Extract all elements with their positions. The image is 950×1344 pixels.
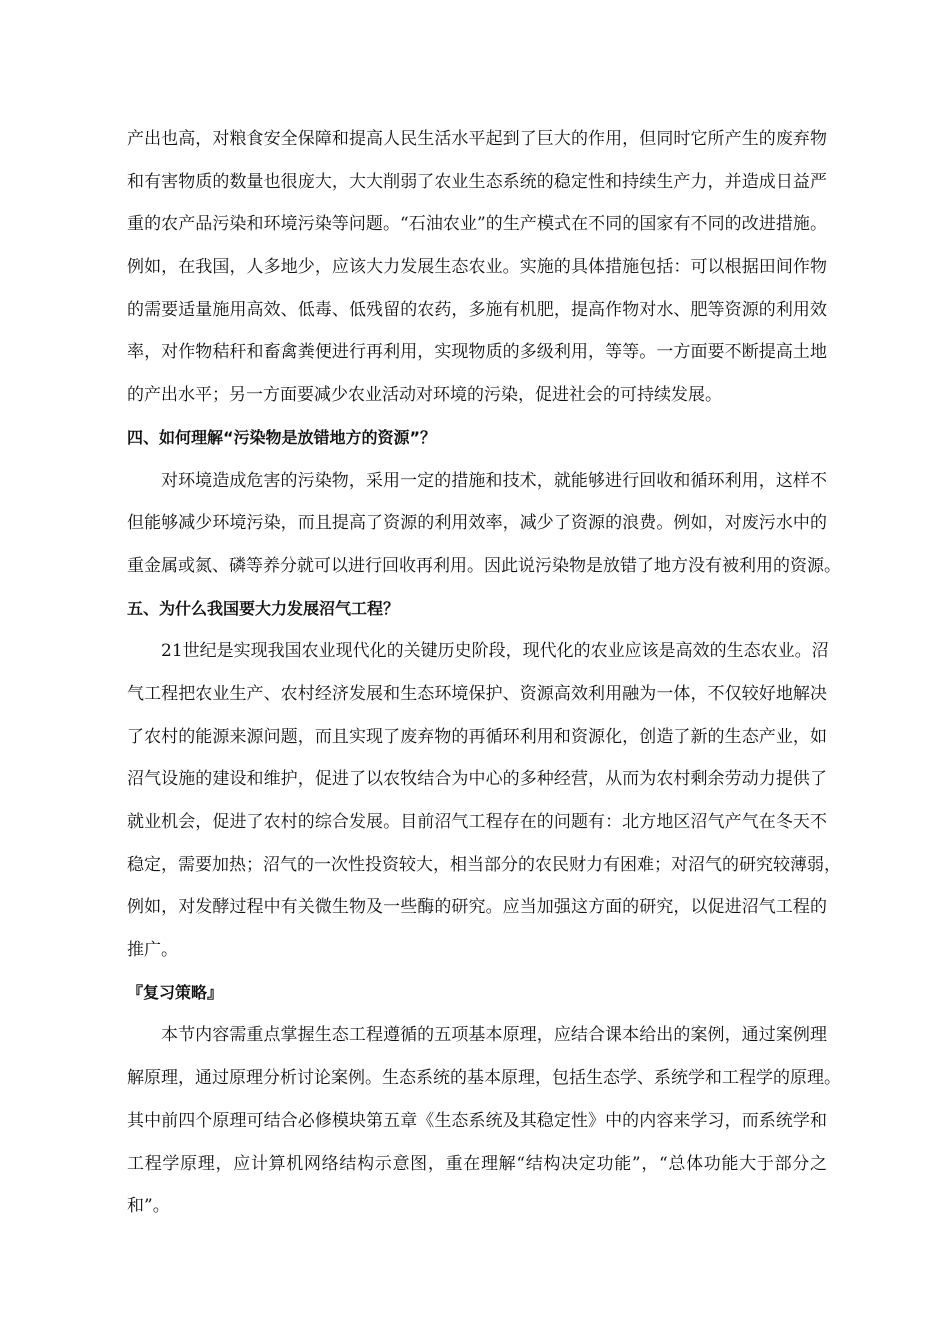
- text-line: 产出也高，对粮食安全保障和提高人民生活水平起到了巨大的作用，但同时它所产生的废弃物: [127, 129, 827, 149]
- text-line: 就业机会，促进了农村的综合发展。目前沼气工程存在的问题有：北方地区沼气产气在冬天不: [127, 812, 827, 832]
- text-line: 和有害物质的数量也很庞大，大大削弱了农业生态系统的稳定性和持续生产力，并造成日益严: [127, 171, 827, 192]
- document-body: [127, 118, 841, 1228]
- section-body-pollutants: [127, 460, 841, 588]
- text-line: 其中前四个原理可结合必修模块第五章《生态系统及其稳定性》中的内容来学习，而系统学和: [127, 1110, 827, 1131]
- text-line: 工程学原理，应计算机网络结构示意图，重在理解“结构决定功能”，“总体功能大于部分之: [127, 1153, 827, 1174]
- text-line: 例如，对发酵过程中有关微生物及一些酶的研究。应当加强这方面的研究，以促进沼气工程的: [127, 897, 827, 918]
- section-heading-pollutants: 四、如何理解“污染物是放错地方的资源”？: [127, 427, 437, 447]
- section-body-review-strategy: [127, 1014, 841, 1227]
- text-line: 21世纪是实现我国农业现代化的关键历史阶段，现代化的农业应该是高效的生态农业。沼: [161, 641, 829, 662]
- text-line: 例如，在我国，人多地少，应该大力发展生态农业。实施的具体措施包括：可以根据田间作物: [127, 257, 827, 278]
- text-line: 重金属或氮、磷等养分就可以进行回收再利用。因此说污染物是放错了地方没有被利用的资源。: [127, 555, 841, 576]
- text-line: 本节内容需重点掌握生态工程遵循的五项基本原理，应结合课本给出的案例，通过案例理: [161, 1025, 827, 1046]
- text-line: 了农村的能源来源问题，而且实现了废弃物的再循环利用和资源化，创造了新的生态产业，如: [127, 726, 827, 747]
- section-body-biogas: [127, 630, 841, 972]
- text-line: 重的农产品污染和环境污染等问题。“石油农业”的生产模式在不同的国家有不同的改进措施。: [127, 214, 827, 235]
- text-line: 稳定，需要加热；沼气的一次性投资较大，相当部分的农民财力有困难；对沼气的研究较薄弱，: [127, 854, 841, 875]
- text-line: 的产出水平；另一方面要减少农业活动对环境的污染，促进社会的可持续发展。: [127, 385, 722, 406]
- text-line: 解原理，通过原理分析讨论案例。生态系统的基本原理，包括生态学、系统学和工程学的原理。: [127, 1068, 841, 1089]
- section-heading-review-strategy: 『复习策略』: [127, 982, 224, 1002]
- section-heading-biogas: 五、为什么我国要大力发展沼气工程？: [127, 598, 400, 618]
- paragraph-continuation: [127, 118, 827, 417]
- text-line: 气工程把农业生产、农村经济发展和生态环境保护、资源高效利用融为一体，不仅较好地解决: [127, 683, 827, 704]
- text-line: 推广。: [127, 940, 178, 961]
- text-line: 沼气设施的建设和维护，促进了以农牧结合为中心的多种经营，从而为农村剩余劳动力提供了: [127, 769, 827, 790]
- text-line: 和”。: [127, 1196, 170, 1217]
- text-line: 率，对作物秸秆和畜禽粪便进行再利用，实现物质的多级利用，等等。一方面要不断提高土地: [127, 342, 827, 363]
- text-line: 对环境造成危害的污染物，采用一定的措施和技术，就能够进行回收和循环利用，这样不: [161, 470, 827, 491]
- text-line: 但能够减少环境污染，而且提高了资源的利用效率，减少了资源的浪费。例如，对废污水中的: [127, 513, 827, 534]
- text-line: 的需要适量施用高效、低毒、低残留的农药，多施有机肥，提高作物对水、肥等资源的利用效: [127, 299, 827, 320]
